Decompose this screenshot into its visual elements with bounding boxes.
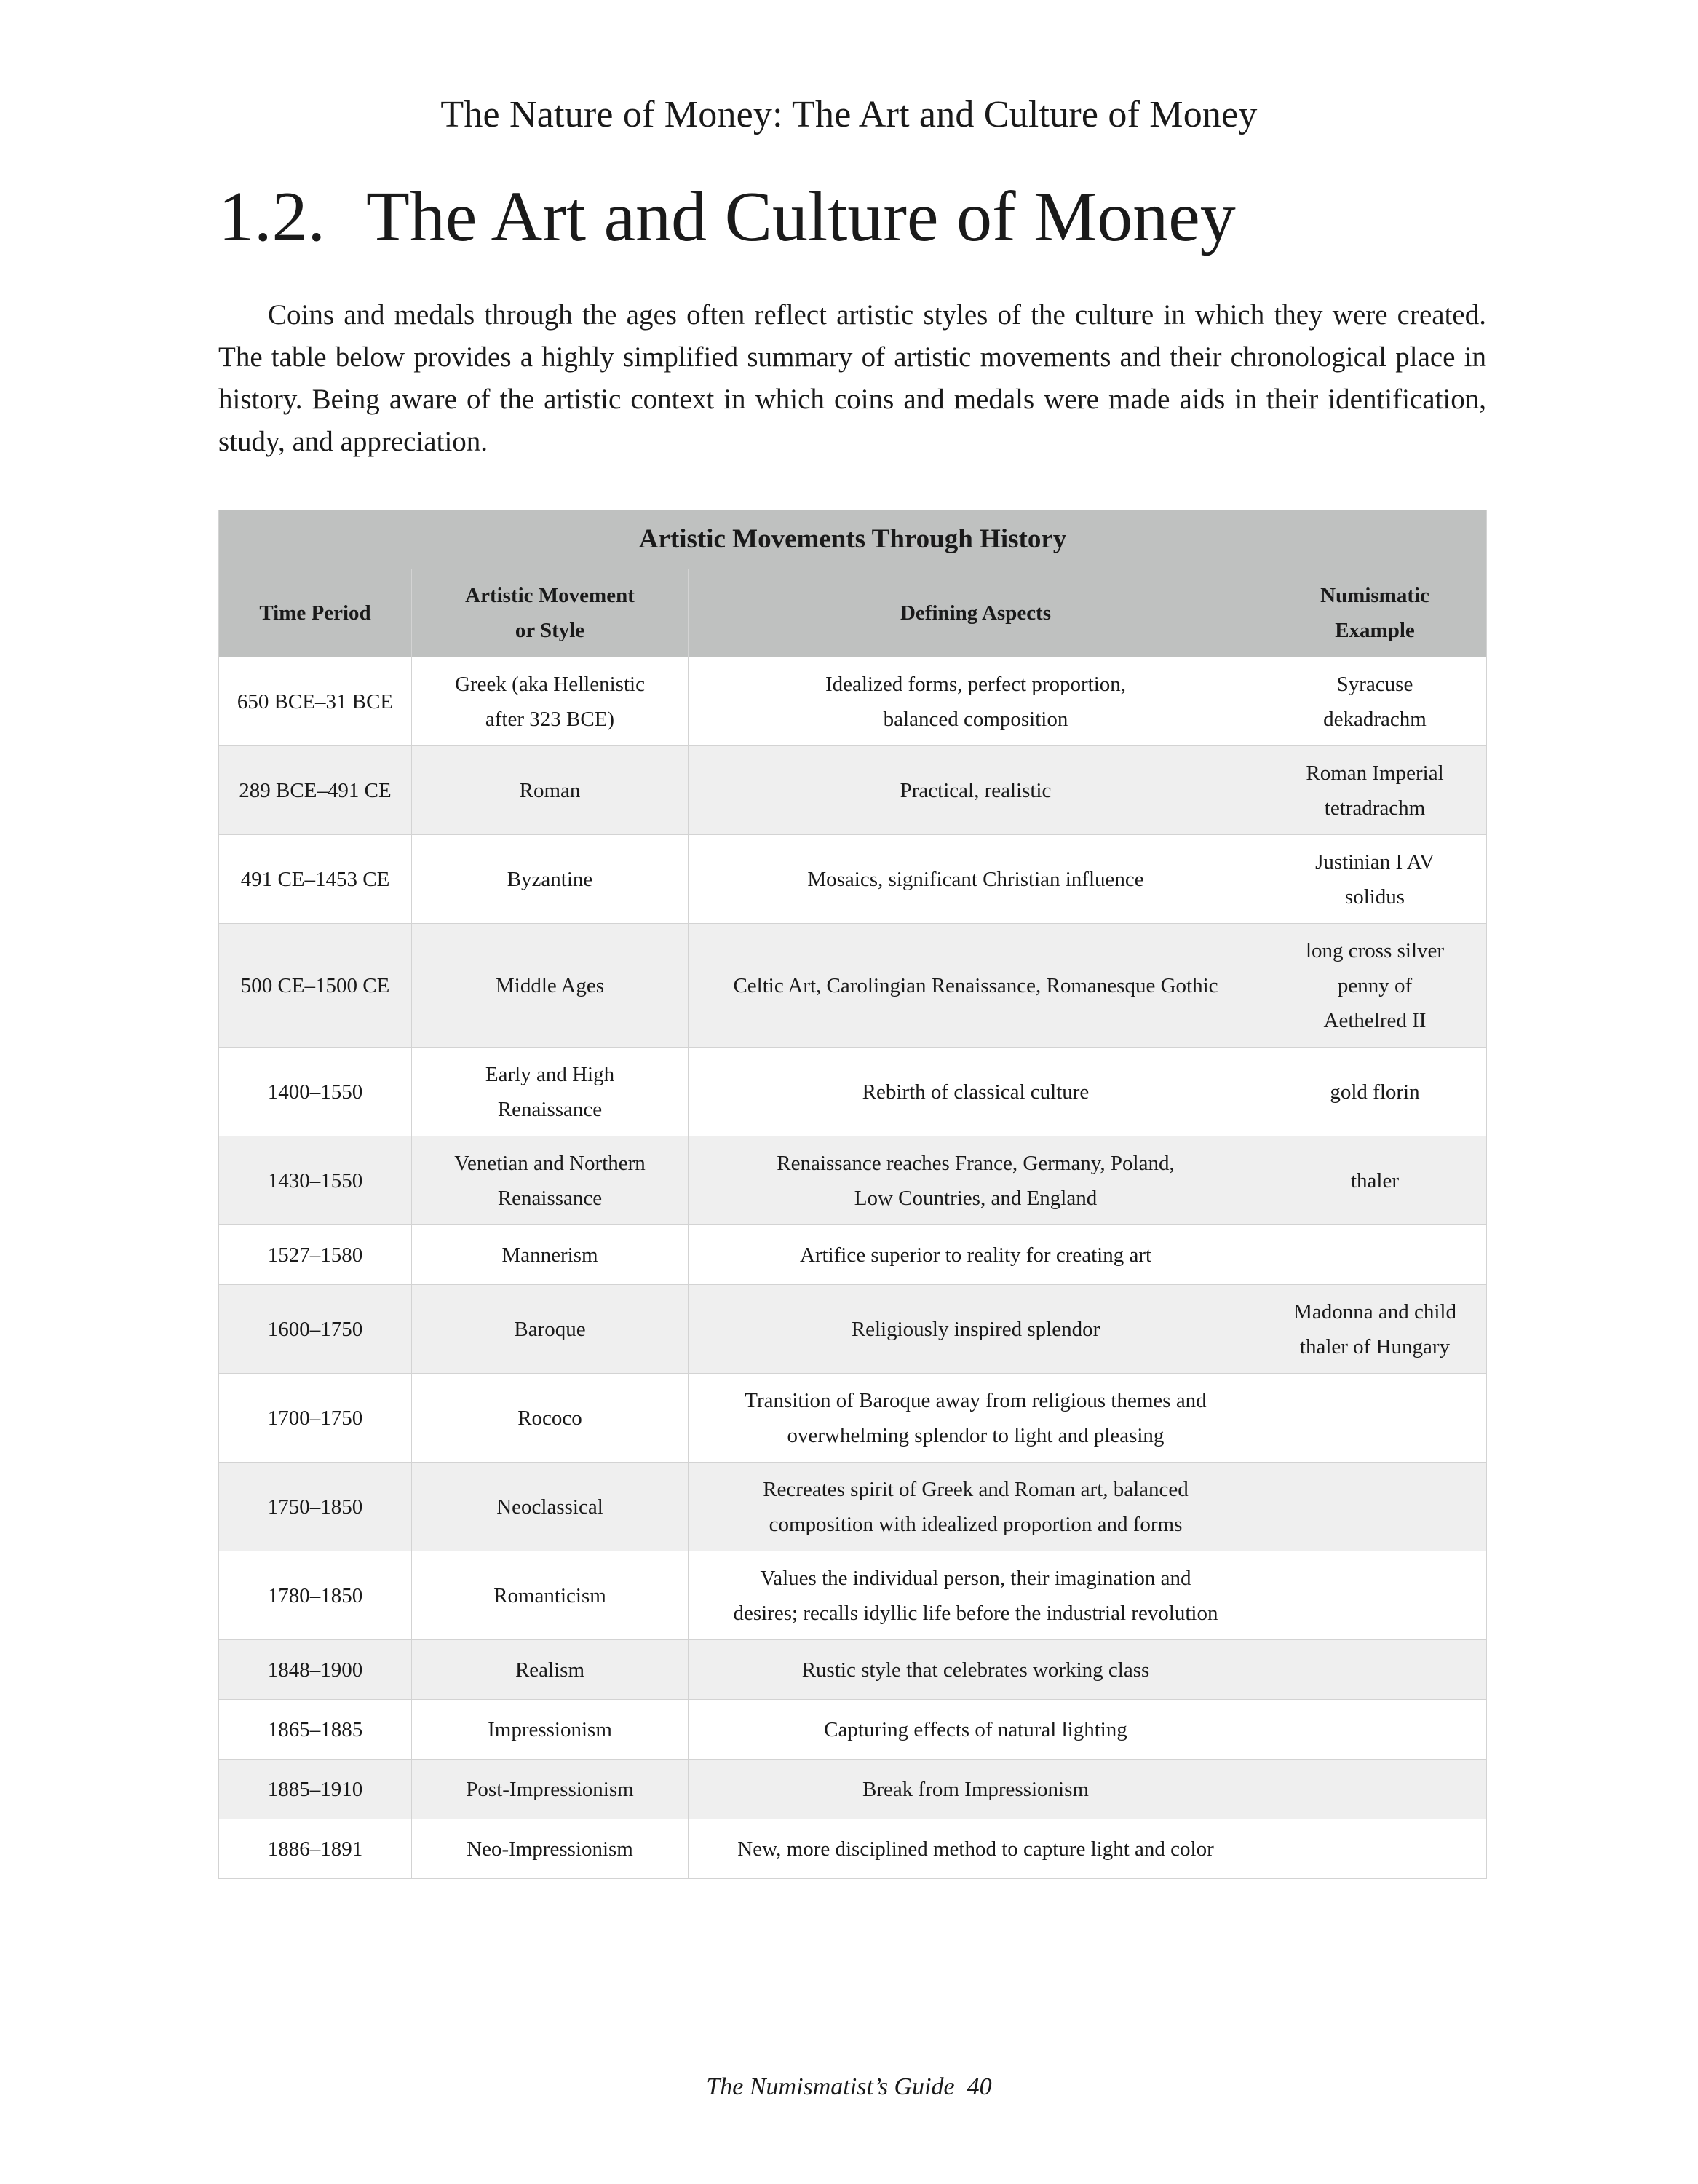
cell-aspects: Recreates spirit of Greek and Roman art, balanced composition with idealized proportion and forms <box>689 1463 1263 1551</box>
cell-aspects: New, more disciplined method to capture light and color <box>689 1819 1263 1879</box>
cell-movement: Rococo <box>412 1374 689 1463</box>
cell-example: Madonna and child thaler of Hungary <box>1263 1285 1487 1374</box>
cell-movement: Post-Impressionism <box>412 1760 689 1819</box>
cell-period: 1865–1885 <box>219 1700 412 1760</box>
cell-example <box>1263 1819 1487 1879</box>
cell-aspects: Artifice superior to reality for creating art <box>689 1225 1263 1285</box>
cell-example: Justinian I AV solidus <box>1263 835 1487 924</box>
table-row <box>219 1225 1487 1285</box>
table-row <box>219 1136 1487 1225</box>
cell-period: 1527–1580 <box>219 1225 412 1285</box>
cell-period: 1600–1750 <box>219 1285 412 1374</box>
table-row <box>219 1819 1487 1879</box>
table-row <box>219 1374 1487 1463</box>
cell-period: 650 BCE–31 BCE <box>219 657 412 746</box>
cell-aspects: Idealized forms, perfect proportion, balanced composition <box>689 657 1263 746</box>
cell-aspects: Rebirth of classical culture <box>689 1048 1263 1136</box>
cell-example <box>1263 1700 1487 1760</box>
section-heading <box>218 173 1236 261</box>
cell-movement: Middle Ages <box>412 924 689 1048</box>
cell-example <box>1263 1640 1487 1700</box>
cell-movement: Romanticism <box>412 1551 689 1640</box>
column-header-aspects: Defining Aspects <box>689 569 1263 657</box>
page-footer: The Numismatist’s Guide 40 <box>706 2073 992 2100</box>
cell-aspects: Renaissance reaches France, Germany, Poland, Low Countries, and England <box>689 1136 1263 1225</box>
table-body <box>219 657 1487 1879</box>
column-header-movement: Artistic Movement or Style <box>412 569 689 657</box>
cell-period: 1886–1891 <box>219 1819 412 1879</box>
table-row <box>219 1700 1487 1760</box>
table-row <box>219 1285 1487 1374</box>
cell-example <box>1263 1463 1487 1551</box>
cell-period: 1780–1850 <box>219 1551 412 1640</box>
cell-movement: Roman <box>412 746 689 835</box>
cell-example: thaler <box>1263 1136 1487 1225</box>
table-row <box>219 746 1487 835</box>
cell-movement: Byzantine <box>412 835 689 924</box>
cell-movement: Neo-Impressionism <box>412 1819 689 1879</box>
column-header-example: Numismatic Example <box>1263 569 1487 657</box>
cell-example: Syracuse dekadrachm <box>1263 657 1487 746</box>
cell-aspects: Transition of Baroque away from religious themes and overwhelming splendor to light and pleasing <box>689 1374 1263 1463</box>
table-caption: Artistic Movements Through History <box>219 510 1487 569</box>
table-row <box>219 1551 1487 1640</box>
cell-movement: Impressionism <box>412 1700 689 1760</box>
cell-aspects: Values the individual person, their imagination and desires; recalls idyllic life before the industrial revolution <box>689 1551 1263 1640</box>
table-row <box>219 1048 1487 1136</box>
cell-period: 1750–1850 <box>219 1463 412 1551</box>
cell-period: 289 BCE–491 CE <box>219 746 412 835</box>
cell-aspects: Mosaics, significant Christian influence <box>689 835 1263 924</box>
cell-period: 491 CE–1453 CE <box>219 835 412 924</box>
intro-paragraph: Coins and medals through the ages often reflect artistic styles of the culture in which they were created. The table below provides a highly simplified summary of artistic movements and their chronological place in history. Being aware of the artistic context in which coins and medals were made aids in their identification, study, and appreciation. <box>218 299 1486 457</box>
cell-example <box>1263 1760 1487 1819</box>
artistic-movements-table <box>218 510 1487 1879</box>
table-row <box>219 1760 1487 1819</box>
cell-aspects: Celtic Art, Carolingian Renaissance, Romanesque Gothic <box>689 924 1263 1048</box>
cell-movement: Venetian and Northern Renaissance <box>412 1136 689 1225</box>
cell-aspects: Practical, realistic <box>689 746 1263 835</box>
table-row <box>219 1640 1487 1700</box>
cell-movement: Mannerism <box>412 1225 689 1285</box>
cell-period: 1700–1750 <box>219 1374 412 1463</box>
cell-period: 500 CE–1500 CE <box>219 924 412 1048</box>
cell-movement: Neoclassical <box>412 1463 689 1551</box>
cell-example <box>1263 1551 1487 1640</box>
cell-movement: Realism <box>412 1640 689 1700</box>
cell-period: 1400–1550 <box>219 1048 412 1136</box>
section-title: The Art and Culture of Money <box>366 178 1236 256</box>
column-header-time-period: Time Period <box>219 569 412 657</box>
cell-example <box>1263 1225 1487 1285</box>
cell-period: 1848–1900 <box>219 1640 412 1700</box>
cell-aspects: Rustic style that celebrates working class <box>689 1640 1263 1700</box>
section-number: 1.2. <box>218 178 325 256</box>
table-row <box>219 1463 1487 1551</box>
cell-example: long cross silver penny of Aethelred II <box>1263 924 1487 1048</box>
cell-example: Roman Imperial tetradrachm <box>1263 746 1487 835</box>
cell-movement: Greek (aka Hellenistic after 323 BCE) <box>412 657 689 746</box>
cell-movement: Baroque <box>412 1285 689 1374</box>
cell-period: 1430–1550 <box>219 1136 412 1225</box>
table-row <box>219 835 1487 924</box>
cell-movement: Early and High Renaissance <box>412 1048 689 1136</box>
running-head: The Nature of Money: The Art and Culture of Money <box>440 94 1258 135</box>
cell-example: gold florin <box>1263 1048 1487 1136</box>
table-row <box>219 657 1487 746</box>
cell-aspects: Religiously inspired splendor <box>689 1285 1263 1374</box>
cell-aspects: Capturing effects of natural lighting <box>689 1700 1263 1760</box>
table-row <box>219 924 1487 1048</box>
cell-period: 1885–1910 <box>219 1760 412 1819</box>
cell-example <box>1263 1374 1487 1463</box>
cell-aspects: Break from Impressionism <box>689 1760 1263 1819</box>
